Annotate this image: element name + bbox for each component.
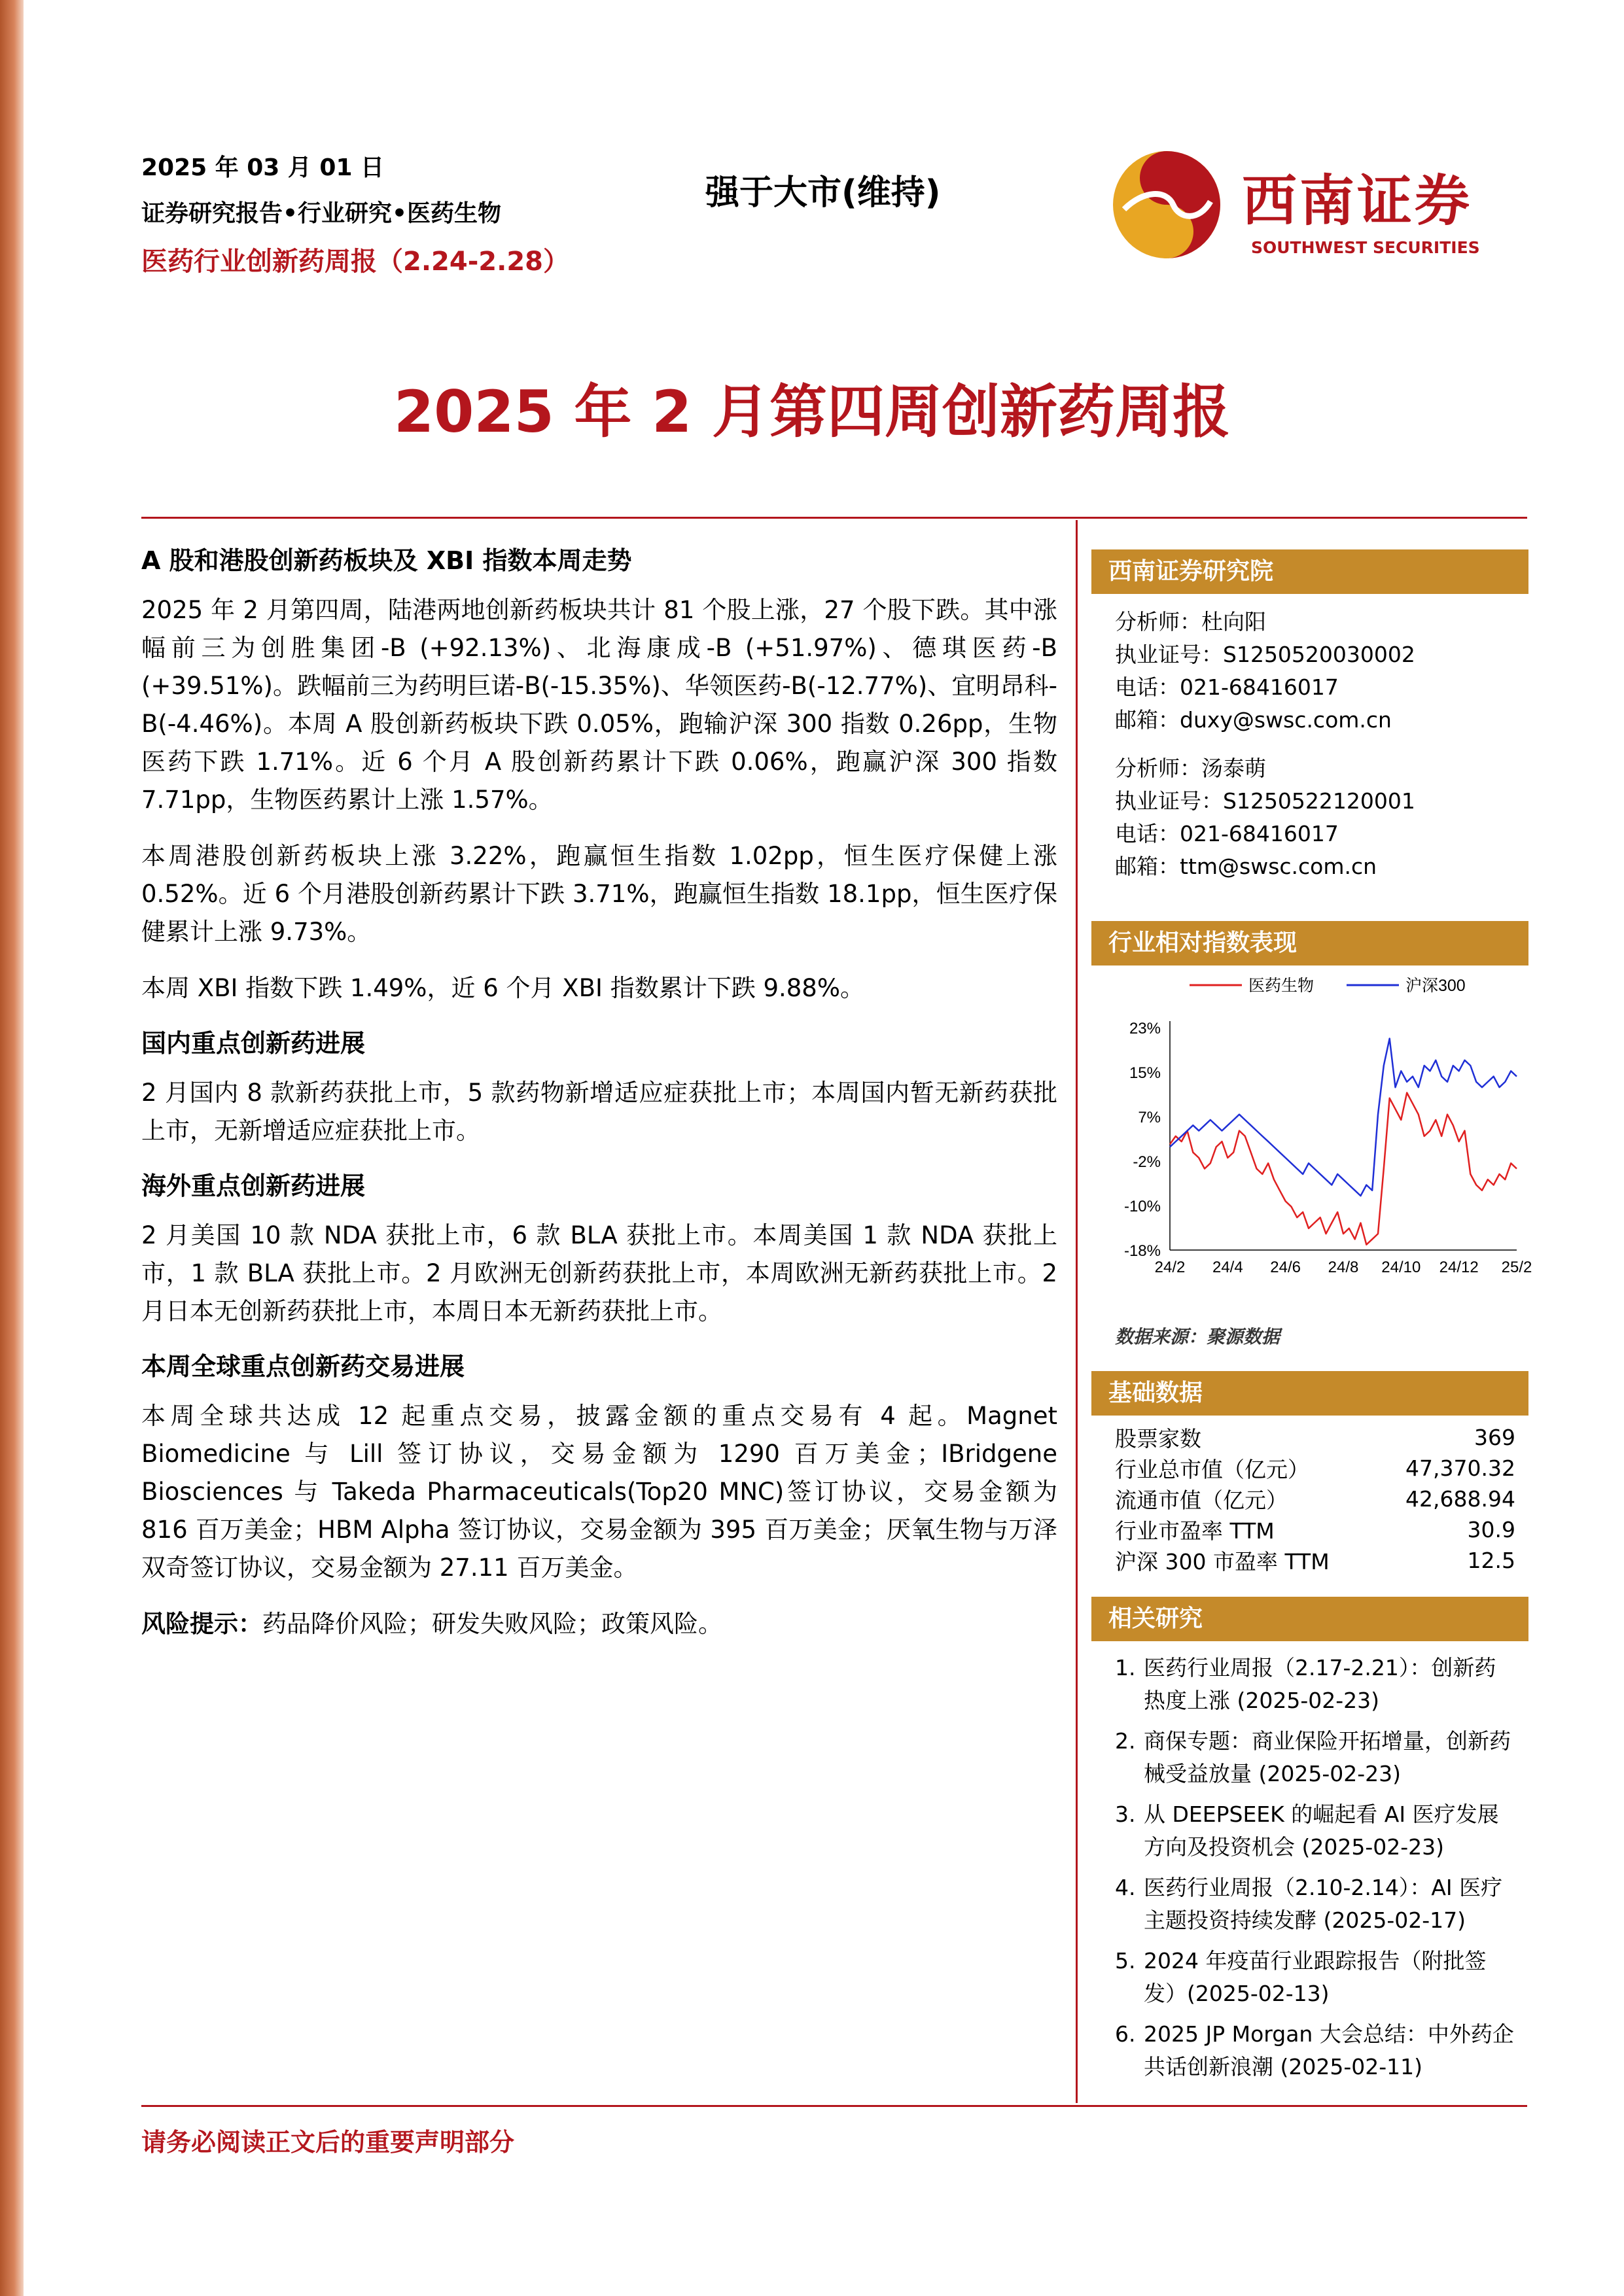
analyst-email xyxy=(1115,704,1528,737)
report-date: 2025 年 03 月 01 日 xyxy=(141,154,385,181)
x-tick-label: 24/2 xyxy=(1154,1259,1186,1276)
logo-name-en: SOUTHWEST SECURITIES xyxy=(1251,238,1480,257)
basic-data-label: 行业总市值（亿元） xyxy=(1115,1457,1309,1482)
main-content xyxy=(141,543,1057,1661)
section-paragraph: 本周全球共达成 12 起重点交易，披露金额的重点交易有 4 起。Magnet Biomedicine 与 Lill 签订协议，交易金额为 1290 百万美金；IBridgene Biosciences 与 Takeda Pharmaceuticals(Top20 MNC)签订协议，交易金额为 816 百万美金；HBM Alpha 签订协议，交易金额为 395 百万美金；厌氧生物与万泽双奇签订协议，交易金额为 27.11 百万美金。 xyxy=(141,1402,1057,1582)
list-item-text: 医药行业周报（2.10-2.14）：AI 医疗主题投资持续发酵 (2025-02-17) xyxy=(1144,1875,1503,1933)
disclaimer-footer: 请务必阅读正文后的重要声明部分 xyxy=(141,2128,515,2157)
section-heading: 本周全球重点创新药交易进展 xyxy=(141,1352,465,1381)
chart-header: 行业相对指数表现 xyxy=(1091,921,1528,965)
logo-emblem-icon xyxy=(1111,149,1222,260)
relative-index-chart xyxy=(1091,965,1532,1319)
y-tick-label: 15% xyxy=(1129,1064,1161,1082)
section-paragraph: 本周 XBI 指数下跌 1.49%，近 6 个月 XBI 指数累计下跌 9.88%。 xyxy=(141,974,864,1002)
list-item[interactable] xyxy=(1115,1725,1515,1790)
list-item-text: 2024 年疫苗行业跟踪报告（附批签发）(2025-02-13) xyxy=(1144,1948,1487,2006)
basic-data-label: 流通市值（亿元） xyxy=(1115,1487,1288,1513)
basic-data-label: 行业市盈率 TTM xyxy=(1115,1518,1275,1544)
company-logo xyxy=(1111,149,1480,260)
table-row xyxy=(1091,1422,1528,1453)
x-tick-label: 24/10 xyxy=(1381,1259,1421,1276)
list-item[interactable] xyxy=(1115,2018,1515,2083)
analyst-name: 分析师：杜向阳 xyxy=(1115,609,1266,635)
analyst-phone-label: 电话： xyxy=(1115,674,1180,700)
analyst-cert-label: 执业证号： xyxy=(1115,642,1223,667)
x-tick-label: 24/6 xyxy=(1270,1259,1301,1276)
section-paragraph: 2025 年 2 月第四周，陆港两地创新药板块共计 81 个股上涨，27 个股下跌。其中涨幅前三为创胜集团-B (+92.13%)、北海康成-B (+51.97%)、德琪医药-B (+39.51%)。跌幅前三为药明巨诺-B(-15.35%)、华领医药-B(-12.77%)、宜明昂科-B(-4.46%)。本周 A 股创新药板块下跌 0.05%，跑输沪深 300 指数 0.26pp，生物医药下跌 1.71%。近 6 个月 A 股创新药累计下跌 0.06%，跑赢沪深 300 指数 7.71pp，生物医药累计上涨 1.57%。 xyxy=(141,596,1057,814)
list-item-text: 从 DEEPSEEK 的崛起看 AI 医疗发展方向及投资机会 (2025-02-23) xyxy=(1144,1801,1499,1860)
basic-data-value: 47,370.32 xyxy=(1405,1455,1515,1481)
table-row xyxy=(1091,1484,1528,1514)
left-accent-bar xyxy=(0,0,24,2296)
basic-data-table xyxy=(1091,1422,1528,1576)
analyst-name: 分析师：汤泰萌 xyxy=(1115,756,1266,781)
section-heading: A 股和港股创新药板块及 XBI 指数本周走势 xyxy=(141,546,632,575)
institute-header: 西南证券研究院 xyxy=(1091,549,1528,594)
list-item[interactable] xyxy=(1115,1871,1515,1937)
y-tick-label: 7% xyxy=(1138,1109,1161,1126)
sidebar xyxy=(1091,549,1532,2091)
list-item-number: 4. xyxy=(1115,1875,1136,1900)
table-row xyxy=(1091,1514,1528,1545)
section-paragraph: 本周港股创新药板块上涨 3.22%，跑赢恒生指数 1.02pp，恒生医疗保健上涨 0.52%。近 6 个月港股创新药累计下跌 3.71%，跑赢恒生指数 18.1pp，恒生医疗保健累计上涨 9.73%。 xyxy=(141,842,1057,946)
chart-svg xyxy=(1091,965,1532,1319)
analyst-phone-value: 021-68416017 xyxy=(1180,821,1339,846)
series-line xyxy=(1170,1093,1517,1245)
report-title: 2025 年 2 月第四周创新药周报 xyxy=(393,378,1231,445)
analyst-phone xyxy=(1115,818,1528,850)
list-item[interactable] xyxy=(1115,1798,1515,1864)
section-paragraph: 2 月美国 10 款 NDA 获批上市，6 款 BLA 获批上市。本周美国 1 款 NDA 获批上市，1 款 BLA 获批上市。2 月欧洲无创新药获批上市，本周欧洲无新药获批上市。2 月日本无创新药获批上市，本周日本无新药获批上市。 xyxy=(141,1221,1057,1325)
basic-data-value: 369 xyxy=(1474,1425,1515,1450)
analyst-cert xyxy=(1115,638,1528,671)
list-item-text: 医药行业周报（2.17-2.21）：创新药热度上涨 (2025-02-23) xyxy=(1144,1655,1496,1713)
y-tick-label: -18% xyxy=(1123,1242,1161,1260)
list-item-text: 2025 JP Morgan 大会总结：中外药企共话创新浪潮 (2025-02-11) xyxy=(1144,2021,1514,2079)
legend-label: 沪深300 xyxy=(1405,977,1466,995)
y-tick-label: -2% xyxy=(1133,1153,1161,1171)
section-heading: 国内重点创新药进展 xyxy=(141,1029,366,1058)
x-tick-label: 25/2 xyxy=(1501,1259,1532,1276)
list-item-number: 1. xyxy=(1115,1655,1136,1680)
analyst-cert xyxy=(1115,785,1528,818)
report-series: 医药行业创新药周报（2.24-2.28） xyxy=(141,247,569,277)
series-line xyxy=(1170,1039,1517,1196)
table-row xyxy=(1091,1453,1528,1484)
x-tick-label: 24/8 xyxy=(1328,1259,1359,1276)
section-paragraph: 2 月国内 8 款新药获批上市，5 款药物新增适应症获批上市；本周国内暂无新药获批上市，无新增适应症获批上市。 xyxy=(141,1079,1057,1145)
analyst-cert-label: 执业证号： xyxy=(1115,788,1223,814)
analyst-email-label: 邮箱： xyxy=(1115,854,1180,879)
analyst-email-value[interactable]: ttm@swsc.com.cn xyxy=(1180,854,1377,879)
analyst-phone xyxy=(1115,671,1528,704)
analyst-cert-value: S1250522120001 xyxy=(1223,788,1415,814)
column-divider xyxy=(1076,520,1078,2103)
risk-warning xyxy=(141,1605,1057,1643)
y-tick-label: 23% xyxy=(1129,1020,1161,1037)
footer-divider xyxy=(141,2105,1527,2107)
analyst-list xyxy=(1091,594,1528,883)
section-heading: 海外重点创新药进展 xyxy=(141,1172,366,1200)
y-tick-label: -10% xyxy=(1123,1198,1161,1215)
analyst-phone-value: 021-68416017 xyxy=(1180,674,1339,700)
list-item-number: 6. xyxy=(1115,2021,1136,2047)
list-item[interactable] xyxy=(1115,1652,1515,1717)
basic-data-value: 42,688.94 xyxy=(1405,1486,1515,1512)
related-research-list xyxy=(1091,1652,1528,2083)
analyst-cert-value: S1250520030002 xyxy=(1223,642,1415,667)
analyst-email-label: 邮箱： xyxy=(1115,707,1180,733)
x-tick-label: 24/12 xyxy=(1439,1259,1479,1276)
list-item-number: 2. xyxy=(1115,1728,1136,1754)
list-item[interactable] xyxy=(1115,1945,1515,2010)
risk-label: 风险提示： xyxy=(141,1610,262,1638)
title-divider xyxy=(141,517,1527,519)
basic-data-label: 股票家数 xyxy=(1115,1426,1201,1452)
list-item-number: 5. xyxy=(1115,1948,1136,1974)
report-category: 证券研究报告•行业研究•医药生物 xyxy=(141,200,502,227)
chart-source: 数据来源：聚源数据 xyxy=(1115,1326,1280,1348)
industry-rating: 强于大市(维持) xyxy=(705,173,941,213)
basic-data-value: 12.5 xyxy=(1467,1548,1515,1573)
x-tick-label: 24/4 xyxy=(1212,1259,1243,1276)
list-item-number: 3. xyxy=(1115,1801,1136,1827)
related-research-header: 相关研究 xyxy=(1091,1597,1528,1641)
analyst-phone-label: 电话： xyxy=(1115,821,1180,846)
list-item-text: 商保专题：商业保险开拓增量，创新药械受益放量 (2025-02-23) xyxy=(1144,1728,1511,1786)
analyst-email-value[interactable]: duxy@swsc.com.cn xyxy=(1180,707,1392,733)
risk-text: 药品降价风险；研发失败风险；政策风险。 xyxy=(262,1610,722,1638)
basic-data-header: 基础数据 xyxy=(1091,1371,1528,1416)
legend-label: 医药生物 xyxy=(1248,977,1315,995)
analyst-email xyxy=(1115,850,1528,883)
logo-name-cn: 西南证券 xyxy=(1242,168,1473,233)
basic-data-value: 30.9 xyxy=(1467,1517,1515,1542)
table-row xyxy=(1091,1545,1528,1576)
basic-data-label: 沪深 300 市盈率 TTM xyxy=(1115,1549,1330,1574)
